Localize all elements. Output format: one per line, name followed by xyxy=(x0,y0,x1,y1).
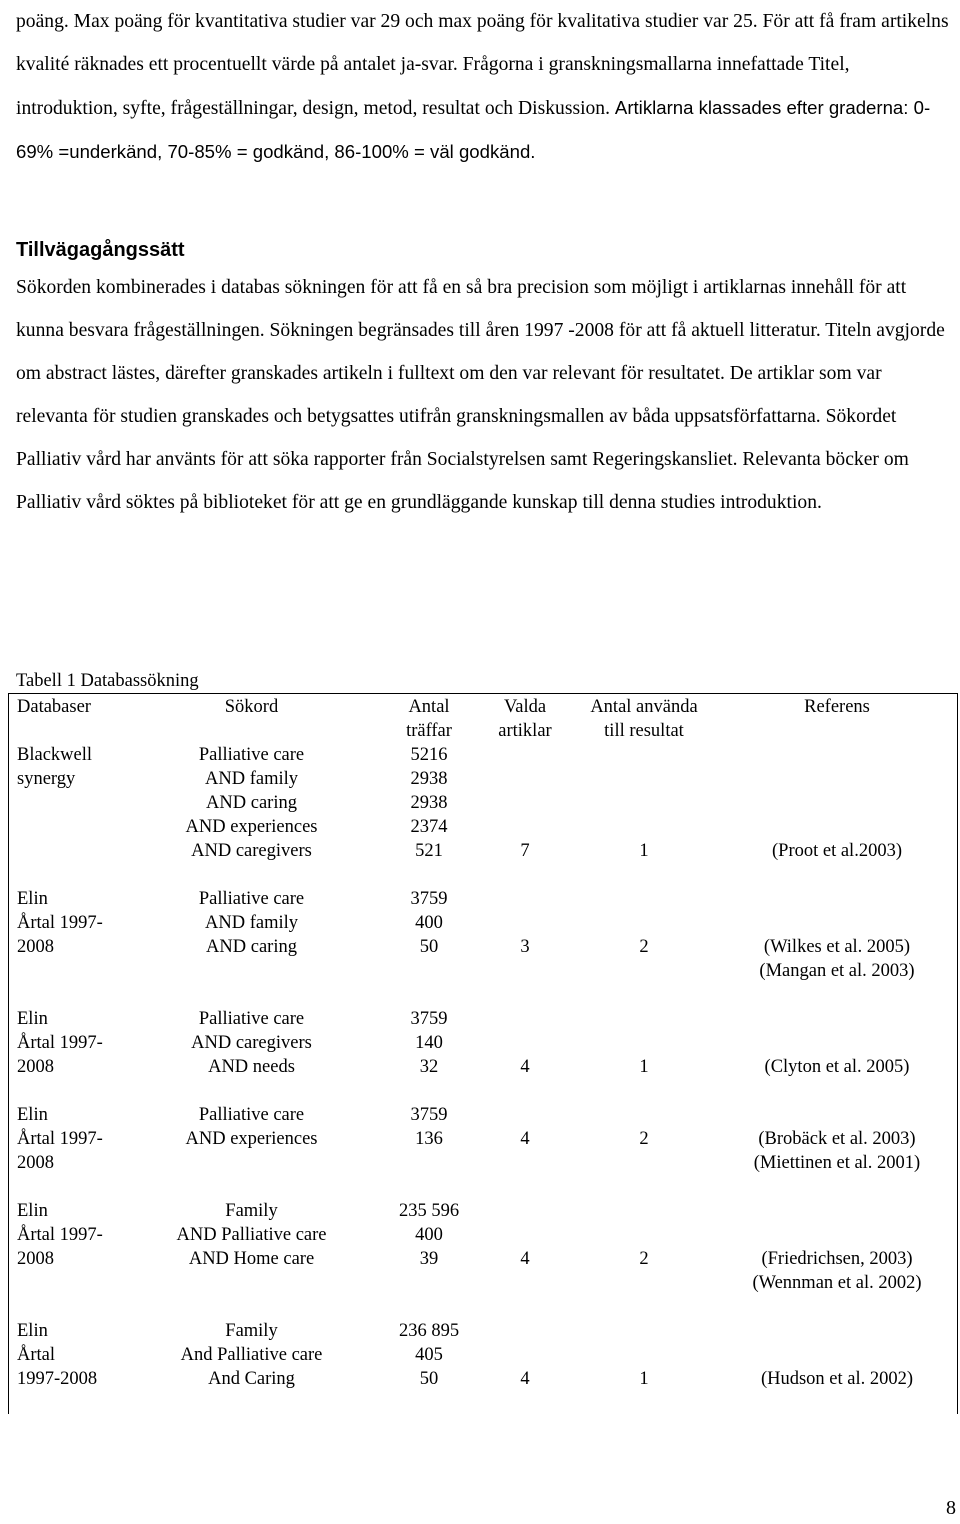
hit-count: 3759 xyxy=(410,889,448,909)
search-term: AND experiences xyxy=(185,817,318,837)
method-paragraph: Sökorden kombinerades i databas sökningen för att få en så bra precision som möjligt i artiklarnas innehåll för att kunna besvara frågeställningen. Sökningen begränsades till åren 1997 -2008 för att få aktuell litteratur. Titeln avgjorde om abstract lästes, därefter granskades artikeln i fulltext om den var relevant för resultatet. De artiklar som var relevanta för studien granskades och betygsattes utifrån granskningsmallen av båda uppsatsförfattarna. Sökordet Palliativ vård har använts för att söka rapporter från Socialstyrelsen samt Regeringskansliet. Relevanta böcker om Palliativ vård söktes på biblioteket för att ge en grundläggande kunskap till denna studies introduktion. xyxy=(16,277,945,513)
hit-count: 136 xyxy=(415,1129,443,1149)
selected-count: 4 xyxy=(520,1057,530,1077)
reference: (Wilkes et al. 2005) xyxy=(763,937,911,957)
search-term: Palliative care xyxy=(198,1105,305,1125)
reference: (Hudson et al. 2002) xyxy=(760,1369,914,1389)
group-db-line: Årtal xyxy=(17,1345,56,1365)
header-databaser: Databaser xyxy=(17,697,91,717)
used-count: 2 xyxy=(639,1249,649,1269)
search-term: Palliative care xyxy=(198,745,305,765)
hit-count: 140 xyxy=(415,1033,443,1053)
used-count: 2 xyxy=(639,1129,649,1149)
group-db-line: Elin xyxy=(17,1201,48,1221)
page-number: 8 xyxy=(946,1497,956,1519)
intro-paragraph xyxy=(16,0,954,174)
hit-count: 400 xyxy=(415,1225,443,1245)
header-sokord: Sökord xyxy=(224,697,279,717)
reference: (Proot et al.2003) xyxy=(772,841,902,861)
hit-count: 2938 xyxy=(410,769,448,789)
group-db-line: 1997-2008 xyxy=(17,1369,98,1389)
selected-count: 4 xyxy=(520,1129,530,1149)
search-term: AND family xyxy=(205,913,298,933)
hit-count: 521 xyxy=(415,841,443,861)
search-term: And Caring xyxy=(208,1369,295,1389)
hit-count: 235 596 xyxy=(398,1201,460,1221)
hit-count: 39 xyxy=(419,1249,439,1269)
search-term: AND caregivers xyxy=(191,841,312,861)
hit-count: 50 xyxy=(419,937,439,957)
hit-count: 2374 xyxy=(410,817,448,837)
group-db-line: 2008 xyxy=(17,1249,54,1269)
used-count: 2 xyxy=(639,937,649,957)
header-valda-line1: Valda xyxy=(503,697,547,717)
reference: (Mangan et al. 2003) xyxy=(759,961,915,981)
search-term: Palliative care xyxy=(198,1009,305,1029)
group-db-line: Årtal 1997- xyxy=(17,1033,103,1053)
hit-count: 3759 xyxy=(410,1009,448,1029)
intro-serif-text: poäng. Max poäng för kvantitativa studier var 29 och max poäng för kvalitativa studier var 25. För att få fram artikelns kvalité räknades ett procentuellt värde på antalet ja-svar. Frågorna i granskningsmallarna innefattade Titel, introduktion, syfte, frågeställningar, design, metod, resultat och Diskussion. xyxy=(16,11,949,119)
header-antal-line1: Antal xyxy=(408,697,450,717)
header-valda-line2: artiklar xyxy=(498,721,552,741)
header-anvanda-line1: Antal använda xyxy=(590,697,698,717)
search-term: Family xyxy=(225,1201,278,1221)
group-db-line: synergy xyxy=(17,769,76,789)
header-antal-line2: träffar xyxy=(406,721,452,741)
used-count: 1 xyxy=(639,1369,649,1389)
group-db-line: 2008 xyxy=(17,937,54,957)
group-db-line: Årtal 1997- xyxy=(17,1129,103,1149)
search-term: AND caring xyxy=(206,793,297,813)
selected-count: 4 xyxy=(520,1249,530,1269)
selected-count: 4 xyxy=(520,1369,530,1389)
search-term: AND needs xyxy=(208,1057,295,1077)
selected-count: 7 xyxy=(520,841,530,861)
hit-count: 5216 xyxy=(410,745,448,765)
hit-count: 2938 xyxy=(410,793,448,813)
group-db-line: Elin xyxy=(17,1009,48,1029)
search-term: AND experiences xyxy=(185,1129,318,1149)
reference: (Miettinen et al. 2001) xyxy=(753,1153,921,1173)
header-referens: Referens xyxy=(804,697,870,717)
hit-count: 3759 xyxy=(410,1105,448,1125)
reference: (Clyton et al. 2005) xyxy=(764,1057,910,1077)
group-db-line: Elin xyxy=(17,889,48,909)
used-count: 1 xyxy=(639,1057,649,1077)
search-term: Palliative care xyxy=(198,889,305,909)
hit-count: 236 895 xyxy=(398,1321,460,1341)
table-caption: Tabell 1 Databassökning xyxy=(16,671,199,691)
search-term: AND Home care xyxy=(188,1249,315,1269)
group-db-line: 2008 xyxy=(17,1153,54,1173)
search-term: Family xyxy=(225,1321,278,1341)
hit-count: 32 xyxy=(419,1057,439,1077)
hit-count: 405 xyxy=(415,1345,443,1365)
group-db-line: Elin xyxy=(17,1105,48,1125)
group-db-line: Elin xyxy=(17,1321,48,1341)
selected-count: 3 xyxy=(520,937,530,957)
search-term: AND caregivers xyxy=(191,1033,312,1053)
reference: (Friedrichsen, 2003) xyxy=(761,1249,913,1269)
group-db-line: Blackwell xyxy=(17,745,93,765)
header-anvanda-line2: till resultat xyxy=(604,721,684,741)
section-heading: Tillvägagångssätt xyxy=(16,239,185,261)
group-db-line: Årtal 1997- xyxy=(17,1225,103,1245)
hit-count: 50 xyxy=(419,1369,439,1389)
group-db-line: Årtal 1997- xyxy=(17,913,103,933)
search-term: And Palliative care xyxy=(180,1345,323,1365)
search-table xyxy=(8,693,958,1414)
used-count: 1 xyxy=(639,841,649,861)
grading-text: Artiklarna klassades efter graderna: 0-69% =underkänd, 70-85% = godkänd, 86-100% = väl godkänd. xyxy=(16,97,931,162)
group-db-line: 2008 xyxy=(17,1057,54,1077)
reference: (Wennman et al. 2002) xyxy=(752,1273,922,1293)
hit-count: 400 xyxy=(415,913,443,933)
search-term: AND family xyxy=(205,769,298,789)
search-term: AND Palliative care xyxy=(176,1225,327,1245)
search-term: AND caring xyxy=(206,937,297,957)
reference: (Brobäck et al. 2003) xyxy=(758,1129,916,1149)
